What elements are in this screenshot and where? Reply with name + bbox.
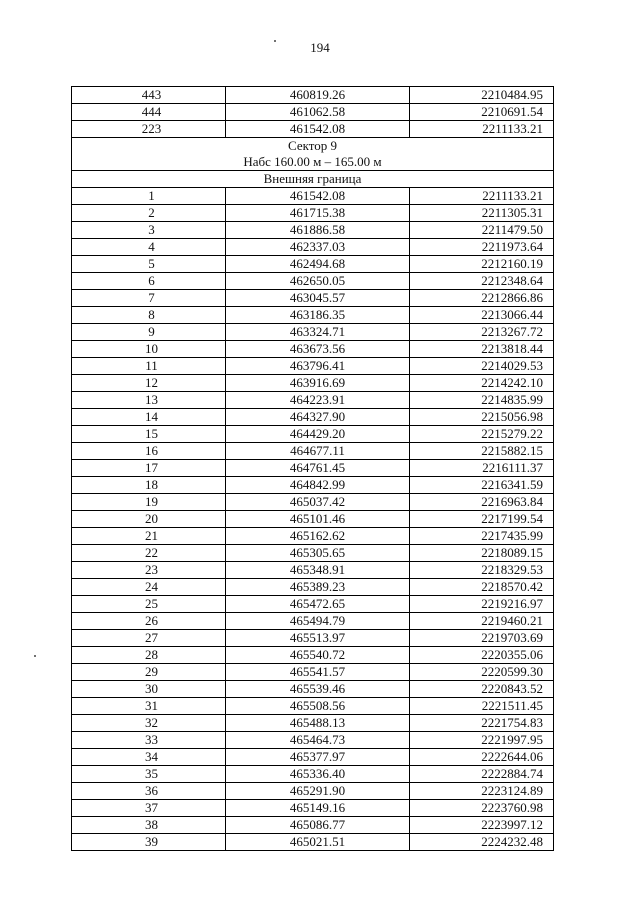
point-number: 29 bbox=[72, 664, 226, 681]
table-row bbox=[72, 715, 554, 732]
table-row bbox=[72, 290, 554, 307]
table-row bbox=[72, 766, 554, 783]
x-coordinate: 460819.26 bbox=[226, 87, 410, 104]
point-number: 8 bbox=[72, 307, 226, 324]
table-row bbox=[72, 341, 554, 358]
point-number: 27 bbox=[72, 630, 226, 647]
coordinate-rows bbox=[72, 188, 554, 851]
x-coordinate: 465336.40 bbox=[226, 766, 410, 783]
sector-title: Сектор 9 bbox=[287, 138, 337, 153]
table-row bbox=[72, 375, 554, 392]
point-number: 10 bbox=[72, 341, 226, 358]
table-row bbox=[72, 409, 554, 426]
table-row bbox=[72, 596, 554, 613]
sector-header-row bbox=[72, 138, 554, 171]
table-row bbox=[72, 511, 554, 528]
y-coordinate: 2217435.99 bbox=[410, 528, 554, 545]
x-coordinate: 465540.72 bbox=[226, 647, 410, 664]
table-row bbox=[72, 562, 554, 579]
table-row bbox=[72, 104, 554, 121]
x-coordinate: 463673.56 bbox=[226, 341, 410, 358]
point-number: 4 bbox=[72, 239, 226, 256]
table-row bbox=[72, 256, 554, 273]
point-number: 3 bbox=[72, 222, 226, 239]
point-number: 14 bbox=[72, 409, 226, 426]
table-row bbox=[72, 121, 554, 138]
table-row bbox=[72, 783, 554, 800]
x-coordinate: 464761.45 bbox=[226, 460, 410, 477]
point-number: 38 bbox=[72, 817, 226, 834]
table-row bbox=[72, 307, 554, 324]
point-number: 36 bbox=[72, 783, 226, 800]
y-coordinate: 2211479.50 bbox=[410, 222, 554, 239]
table-row bbox=[72, 647, 554, 664]
point-number: 12 bbox=[72, 375, 226, 392]
point-number: 32 bbox=[72, 715, 226, 732]
y-coordinate: 2214835.99 bbox=[410, 392, 554, 409]
table-row bbox=[72, 87, 554, 104]
y-coordinate: 2223760.98 bbox=[410, 800, 554, 817]
table-row bbox=[72, 494, 554, 511]
y-coordinate: 2211305.31 bbox=[410, 205, 554, 222]
x-coordinate: 465037.42 bbox=[226, 494, 410, 511]
table-row bbox=[72, 477, 554, 494]
y-coordinate: 2211973.64 bbox=[410, 239, 554, 256]
x-coordinate: 465508.56 bbox=[226, 698, 410, 715]
page-number: 194 bbox=[310, 40, 330, 55]
y-coordinate: 2211133.21 bbox=[410, 188, 554, 205]
point-number: 20 bbox=[72, 511, 226, 528]
table-row bbox=[72, 630, 554, 647]
x-coordinate: 461062.58 bbox=[226, 104, 410, 121]
y-coordinate: 2219216.97 bbox=[410, 596, 554, 613]
scan-speck bbox=[34, 655, 36, 657]
x-coordinate: 465348.91 bbox=[226, 562, 410, 579]
point-number: 19 bbox=[72, 494, 226, 511]
y-coordinate: 2215882.15 bbox=[410, 443, 554, 460]
table-row bbox=[72, 426, 554, 443]
y-coordinate: 2215279.22 bbox=[410, 426, 554, 443]
x-coordinate: 464677.11 bbox=[226, 443, 410, 460]
y-coordinate: 2212348.64 bbox=[410, 273, 554, 290]
table-row bbox=[72, 222, 554, 239]
y-coordinate: 2216341.59 bbox=[410, 477, 554, 494]
table-row bbox=[72, 613, 554, 630]
point-number: 21 bbox=[72, 528, 226, 545]
point-number: 34 bbox=[72, 749, 226, 766]
point-number: 22 bbox=[72, 545, 226, 562]
y-coordinate: 2218329.53 bbox=[410, 562, 554, 579]
x-coordinate: 465541.57 bbox=[226, 664, 410, 681]
x-coordinate: 462494.68 bbox=[226, 256, 410, 273]
point-number: 16 bbox=[72, 443, 226, 460]
point-number: 28 bbox=[72, 647, 226, 664]
y-coordinate: 2215056.98 bbox=[410, 409, 554, 426]
y-coordinate: 2220355.06 bbox=[410, 647, 554, 664]
point-number: 15 bbox=[72, 426, 226, 443]
y-coordinate: 2213066.44 bbox=[410, 307, 554, 324]
point-number: 18 bbox=[72, 477, 226, 494]
x-coordinate: 465162.62 bbox=[226, 528, 410, 545]
x-coordinate: 461715.38 bbox=[226, 205, 410, 222]
y-coordinate: 2210484.95 bbox=[410, 87, 554, 104]
y-coordinate: 2214029.53 bbox=[410, 358, 554, 375]
boundary-header-row bbox=[72, 171, 554, 188]
x-coordinate: 465021.51 bbox=[226, 834, 410, 851]
point-number: 25 bbox=[72, 596, 226, 613]
y-coordinate: 2210691.54 bbox=[410, 104, 554, 121]
point-number: 7 bbox=[72, 290, 226, 307]
point-number: 31 bbox=[72, 698, 226, 715]
table-row bbox=[72, 460, 554, 477]
y-coordinate: 2223997.12 bbox=[410, 817, 554, 834]
x-coordinate: 465539.46 bbox=[226, 681, 410, 698]
x-coordinate: 461542.08 bbox=[226, 188, 410, 205]
table-row bbox=[72, 732, 554, 749]
table-row bbox=[72, 443, 554, 460]
table-row bbox=[72, 239, 554, 256]
point-number: 33 bbox=[72, 732, 226, 749]
y-coordinate: 2212160.19 bbox=[410, 256, 554, 273]
table-row bbox=[72, 817, 554, 834]
point-number: 1 bbox=[72, 188, 226, 205]
table-row bbox=[72, 205, 554, 222]
point-number: 23 bbox=[72, 562, 226, 579]
point-number: 39 bbox=[72, 834, 226, 851]
x-coordinate: 465488.13 bbox=[226, 715, 410, 732]
x-coordinate: 465513.97 bbox=[226, 630, 410, 647]
y-coordinate: 2218089.15 bbox=[410, 545, 554, 562]
y-coordinate: 2212866.86 bbox=[410, 290, 554, 307]
x-coordinate: 464223.91 bbox=[226, 392, 410, 409]
table-row bbox=[72, 698, 554, 715]
table-row bbox=[72, 664, 554, 681]
y-coordinate: 2220843.52 bbox=[410, 681, 554, 698]
y-coordinate: 2221997.95 bbox=[410, 732, 554, 749]
point-number: 2 bbox=[72, 205, 226, 222]
boundary-title: Внешняя граница bbox=[72, 171, 554, 188]
point-number: 443 bbox=[72, 87, 226, 104]
table-row bbox=[72, 834, 554, 851]
x-coordinate: 465389.23 bbox=[226, 579, 410, 596]
x-coordinate: 464842.99 bbox=[226, 477, 410, 494]
y-coordinate: 2224232.48 bbox=[410, 834, 554, 851]
x-coordinate: 461542.08 bbox=[226, 121, 410, 138]
y-coordinate: 2219703.69 bbox=[410, 630, 554, 647]
x-coordinate: 465464.73 bbox=[226, 732, 410, 749]
y-coordinate: 2221754.83 bbox=[410, 715, 554, 732]
point-number: 37 bbox=[72, 800, 226, 817]
point-number: 223 bbox=[72, 121, 226, 138]
x-coordinate: 465377.97 bbox=[226, 749, 410, 766]
table-row bbox=[72, 358, 554, 375]
table-row bbox=[72, 545, 554, 562]
y-coordinate: 2222884.74 bbox=[410, 766, 554, 783]
x-coordinate: 462650.05 bbox=[226, 273, 410, 290]
point-number: 26 bbox=[72, 613, 226, 630]
x-coordinate: 463916.69 bbox=[226, 375, 410, 392]
sector-header bbox=[72, 138, 554, 171]
table-row bbox=[72, 749, 554, 766]
y-coordinate: 2222644.06 bbox=[410, 749, 554, 766]
x-coordinate: 465101.46 bbox=[226, 511, 410, 528]
y-coordinate: 2213267.72 bbox=[410, 324, 554, 341]
table-row bbox=[72, 273, 554, 290]
y-coordinate: 2219460.21 bbox=[410, 613, 554, 630]
y-coordinate: 2217199.54 bbox=[410, 511, 554, 528]
point-number: 9 bbox=[72, 324, 226, 341]
y-coordinate: 2216963.84 bbox=[410, 494, 554, 511]
x-coordinate: 465149.16 bbox=[226, 800, 410, 817]
table-row bbox=[72, 528, 554, 545]
point-number: 24 bbox=[72, 579, 226, 596]
y-coordinate: 2213818.44 bbox=[410, 341, 554, 358]
point-number: 17 bbox=[72, 460, 226, 477]
x-coordinate: 463796.41 bbox=[226, 358, 410, 375]
y-coordinate: 2214242.10 bbox=[410, 375, 554, 392]
y-coordinate: 2216111.37 bbox=[410, 460, 554, 477]
point-number: 11 bbox=[72, 358, 226, 375]
table-row bbox=[72, 579, 554, 596]
y-coordinate: 2221511.45 bbox=[410, 698, 554, 715]
table-row bbox=[72, 324, 554, 341]
table-row bbox=[72, 392, 554, 409]
x-coordinate: 465305.65 bbox=[226, 545, 410, 562]
x-coordinate: 464327.90 bbox=[226, 409, 410, 426]
y-coordinate: 2218570.42 bbox=[410, 579, 554, 596]
y-coordinate: 2211133.21 bbox=[410, 121, 554, 138]
x-coordinate: 465472.65 bbox=[226, 596, 410, 613]
point-number: 5 bbox=[72, 256, 226, 273]
point-number: 444 bbox=[72, 104, 226, 121]
y-coordinate: 2223124.89 bbox=[410, 783, 554, 800]
height-range: Набс 160.00 м – 165.00 м bbox=[243, 154, 382, 169]
table-row bbox=[72, 800, 554, 817]
x-coordinate: 465494.79 bbox=[226, 613, 410, 630]
point-number: 30 bbox=[72, 681, 226, 698]
coordinates-table bbox=[71, 86, 554, 851]
point-number: 35 bbox=[72, 766, 226, 783]
y-coordinate: 2220599.30 bbox=[410, 664, 554, 681]
point-number: 13 bbox=[72, 392, 226, 409]
table-row bbox=[72, 681, 554, 698]
x-coordinate: 463186.35 bbox=[226, 307, 410, 324]
table-row bbox=[72, 188, 554, 205]
x-coordinate: 465086.77 bbox=[226, 817, 410, 834]
x-coordinate: 463324.71 bbox=[226, 324, 410, 341]
x-coordinate: 461886.58 bbox=[226, 222, 410, 239]
top-rows bbox=[72, 87, 554, 188]
scan-speck bbox=[274, 40, 276, 42]
x-coordinate: 462337.03 bbox=[226, 239, 410, 256]
x-coordinate: 465291.90 bbox=[226, 783, 410, 800]
x-coordinate: 464429.20 bbox=[226, 426, 410, 443]
x-coordinate: 463045.57 bbox=[226, 290, 410, 307]
point-number: 6 bbox=[72, 273, 226, 290]
